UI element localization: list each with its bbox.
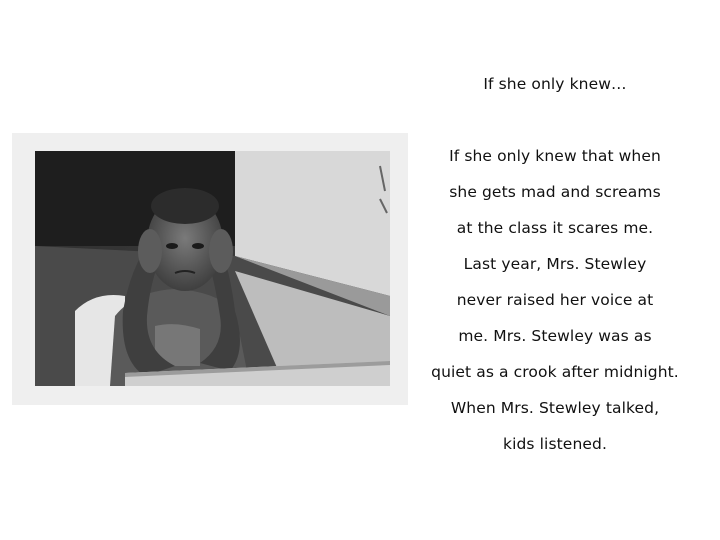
child-photo bbox=[35, 151, 390, 386]
poem-line: she gets mad and screams bbox=[449, 183, 661, 201]
poem-line: When Mrs. Stewley talked, bbox=[450, 399, 660, 417]
poem-title: If she only knew… bbox=[483, 75, 627, 93]
poem-line: me. Mrs. Stewley was as bbox=[458, 327, 652, 345]
poem-line: at the class it scares me. bbox=[456, 219, 654, 237]
poem-line: quiet as a crook after midnight. bbox=[431, 363, 679, 381]
poem-line: never raised her voice at bbox=[456, 291, 654, 309]
poem-line: kids listened. bbox=[503, 435, 607, 453]
poem bbox=[410, 66, 700, 462]
poem-line: If she only knew that when bbox=[449, 147, 661, 165]
poem-line: Last year, Mrs. Stewley bbox=[463, 255, 647, 273]
